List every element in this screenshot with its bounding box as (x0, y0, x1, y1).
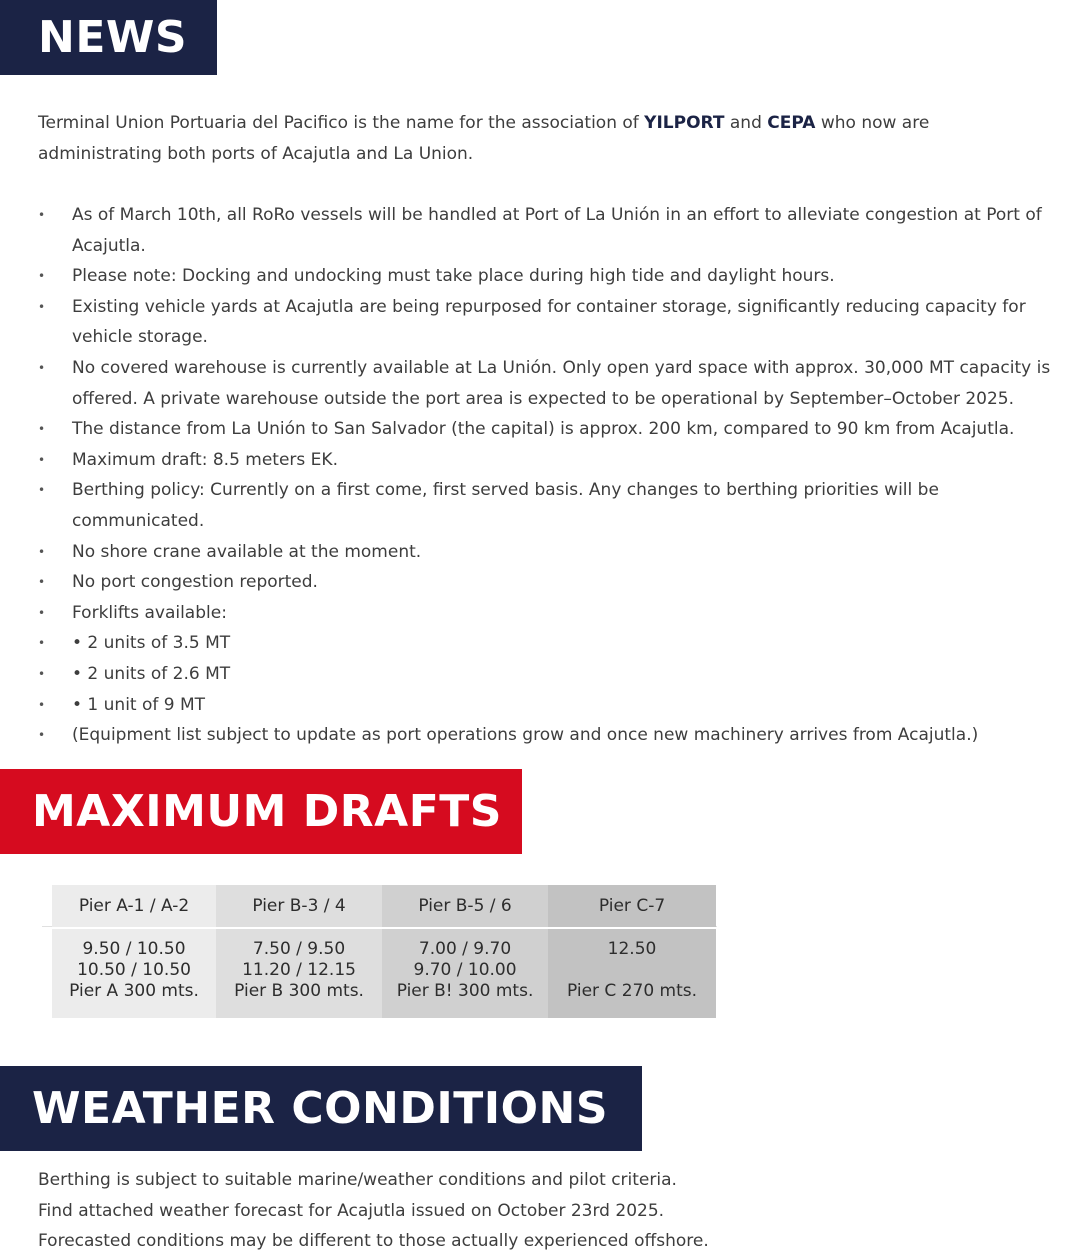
bullet-text: Maximum draft: 8.5 meters EK. (72, 449, 338, 470)
cell-pier-c7 (548, 928, 716, 1018)
drafts-table (52, 885, 716, 1018)
pier-length: Pier C 270 mts. (566, 981, 698, 1001)
news-bullet-list (38, 200, 1068, 751)
bullet-dot-icon: • (38, 697, 46, 712)
draft-values-2: 10.50 / 10.50 (77, 960, 191, 980)
list-item (38, 690, 1068, 721)
list-item (38, 200, 1068, 261)
draft-values-2 (549, 960, 715, 981)
weather-conditions-heading: WEATHER CONDITIONS (0, 1066, 642, 1151)
weather-line: Forecasted conditions may be different to those actually experienced offshore. (38, 1231, 709, 1251)
list-item (38, 598, 1068, 629)
brand-cepa: CEPA (767, 113, 816, 133)
list-item (38, 537, 1068, 568)
intro-text-part2: and (724, 113, 768, 133)
bullet-dot-icon: • (38, 452, 46, 467)
bullet-text: No port congestion reported. (72, 572, 318, 593)
bullet-text: Berthing policy: Currently on a first come, first served basis. Any changes to berthing priorities will be communicated. (72, 480, 939, 531)
draft-values-2: 11.20 / 12.15 (242, 960, 356, 980)
bullet-text: No covered warehouse is currently available at La Unión. Only open yard space with approx. 30,000 MT capacity is offered. A private warehouse outside the port area is expected to be operational by September–October 2025. (72, 357, 1051, 409)
pier-length: Pier B 300 mts. (234, 981, 364, 1001)
bullet-dot-icon: • (38, 208, 46, 222)
bullet-text: The distance from La Unión to San Salvador (the capital) is approx. 200 km, compared to 90 km from Acajutla. (72, 419, 1015, 440)
list-item (38, 414, 1068, 445)
table-row (52, 928, 716, 1018)
bullet-text: • 2 units of 2.6 MT (72, 663, 231, 684)
list-item (38, 628, 1068, 659)
draft-values-1: 7.50 / 9.50 (252, 939, 346, 959)
news-heading: NEWS (0, 0, 217, 75)
pier-length: Pier B! 300 mts. (396, 981, 534, 1001)
weather-line: Berthing is subject to suitable marine/weather conditions and pilot criteria. (38, 1170, 677, 1190)
bullet-dot-icon: • (38, 636, 46, 651)
maximum-drafts-heading: MAXIMUM DRAFTS (0, 769, 522, 854)
bullet-text: (Equipment list subject to update as port operations grow and once new machinery arrives from Acajutla.) (72, 725, 979, 746)
bullet-text: • 2 units of 3.5 MT (72, 633, 231, 654)
bullet-dot-icon: • (38, 422, 46, 437)
draft-values-1: 7.00 / 9.70 (418, 939, 512, 959)
cell-pier-b5-6 (382, 928, 548, 1018)
list-item (38, 567, 1068, 598)
bullet-text: Forklifts available: (72, 602, 227, 623)
header-pier-b3-4: Pier B-3 / 4 (216, 885, 382, 928)
intro-text-part3: who now are administrating both ports of Acajutla and La Union. (38, 113, 930, 164)
bullet-dot-icon: • (38, 483, 46, 498)
header-pier-b5-6: Pier B-5 / 6 (382, 885, 548, 928)
bullet-dot-icon: • (38, 299, 46, 314)
bullet-dot-icon: • (38, 575, 46, 590)
bullet-dot-icon: • (38, 269, 46, 284)
list-item (38, 659, 1068, 690)
bullet-text: As of March 10th, all RoRo vessels will be handled at Port of La Unión in an effort to alleviate congestion at Port of Acajutla. (72, 205, 1042, 256)
news-intro (38, 108, 1058, 170)
cell-pier-b3-4 (216, 928, 382, 1018)
bullet-dot-icon: • (38, 666, 46, 681)
weather-notes (38, 1165, 1058, 1257)
bullet-dot-icon: • (38, 605, 46, 620)
list-item (38, 292, 1068, 353)
draft-values-1: 12.50 (607, 939, 657, 959)
list-item (38, 720, 1068, 751)
bullet-text: Existing vehicle yards at Acajutla are being repurposed for container storage, significantly reducing capacity for vehicle storage. (72, 296, 1026, 348)
bullet-dot-icon: • (38, 544, 46, 559)
list-item (38, 445, 1068, 476)
weather-line: Find attached weather forecast for Acajutla issued on October 23rd 2025. (38, 1200, 665, 1221)
cell-pier-a (52, 928, 216, 1018)
bullet-text: • 1 unit of 9 MT (72, 694, 206, 715)
list-item (38, 353, 1068, 414)
table-header-row (52, 885, 716, 928)
draft-values-1: 9.50 / 10.50 (82, 939, 186, 959)
bullet-dot-icon: • (38, 360, 46, 375)
brand-yilport: YILPORT (644, 113, 725, 133)
pier-length: Pier A 300 mts. (69, 981, 199, 1001)
list-item (38, 261, 1068, 292)
header-pier-c7: Pier C-7 (548, 885, 716, 928)
intro-text-part1: Terminal Union Portuaria del Pacifico is the name for the association of (38, 113, 645, 133)
bullet-text: No shore crane available at the moment. (72, 541, 422, 562)
bullet-text: Please note: Docking and undocking must take place during high tide and daylight hours. (72, 266, 835, 287)
bullet-dot-icon: • (38, 728, 46, 743)
draft-values-2: 9.70 / 10.00 (413, 960, 517, 980)
list-item (38, 475, 1068, 536)
header-pier-a1-a2: Pier A-1 / A-2 (52, 885, 216, 928)
